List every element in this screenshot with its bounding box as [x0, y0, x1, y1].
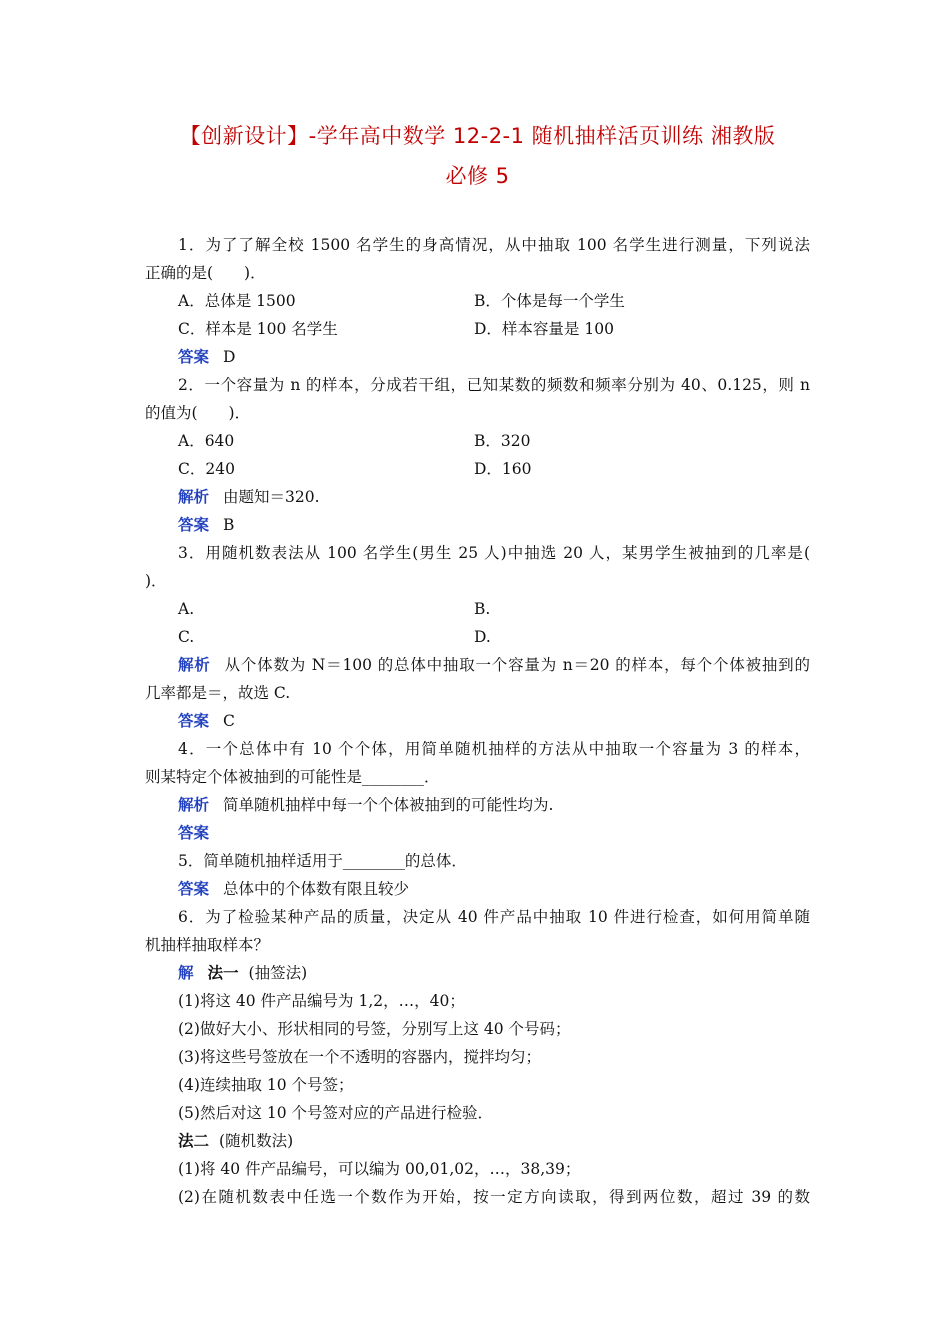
- method-2-name: (随机数法): [219, 1132, 294, 1150]
- q4-stem: 4．一个总体中有 10 个个体，用简单随机抽样的方法从中抽取一个容量为 3 的样本，: [178, 740, 810, 758]
- solution-label: 解析: [178, 796, 210, 814]
- q2-answer: [178, 515, 234, 535]
- q3-option-c: C.: [178, 628, 195, 646]
- q5-answer-value: 总体中的个体数有限且较少: [223, 880, 410, 898]
- q3-option-d: D.: [474, 628, 491, 646]
- q6-method-1-step-3: (3)将这些号签放在一个不透明的容器内，搅拌均匀；: [178, 1048, 541, 1066]
- q1-stem: 1．为了了解全校 1500 名学生的身高情况，从中抽取 100 名学生进行测量，下列说法: [178, 236, 810, 254]
- q4-answer: [178, 823, 223, 843]
- q6-stem-cont: 机抽样抽取样本？: [145, 936, 270, 954]
- q3-stem: 3．用随机数表法从 100 名学生(男生 25 人)中抽选 20 人，某男学生被抽到的几率是(: [178, 544, 810, 562]
- q4-stem-cont: 则某特定个体被抽到的可能性是________．: [145, 768, 440, 786]
- q6-method-1-step-1: (1)将这 40 件产品编号为 1,2，…，40；: [178, 992, 465, 1010]
- q2-solution: [178, 487, 320, 507]
- q1-answer-value: D: [223, 348, 236, 366]
- q6-method-2-heading: [178, 1131, 293, 1151]
- q3-solution: [178, 655, 810, 675]
- q1-stem-cont: 正确的是( )．: [145, 264, 266, 282]
- q3-option-b: B.: [474, 600, 491, 618]
- q2-solution-text: 由题知＝320.: [223, 488, 320, 506]
- q3-stem-cont: )．: [145, 572, 167, 590]
- q1-option-b: B．个体是每一个学生: [474, 292, 625, 310]
- q3-solution-text: 从个体数为 N＝100 的总体中抽取一个容量为 n＝20 的样本，每个个体被抽到的: [224, 656, 810, 674]
- solve-label: 解: [178, 964, 194, 982]
- answer-label: 答案: [178, 712, 210, 730]
- q6-method-1-heading: [178, 963, 307, 983]
- q2-stem: 2．一个容量为 n 的样本，分成若干组，已知某数的频数和频率分别为 40、0.125，则 n: [178, 376, 810, 394]
- answer-label: 答案: [178, 824, 210, 842]
- q2-option-c: C．240: [178, 460, 235, 478]
- document-title-line-1: 【创新设计】-学年高中数学 12-2-1 随机抽样活页训练 湘教版: [179, 124, 776, 148]
- method-1-label: 法一: [207, 963, 239, 982]
- answer-label: 答案: [178, 880, 210, 898]
- q1-option-d: D．样本容量是 100: [474, 320, 614, 338]
- document-title-line-2: 必修 5: [445, 164, 510, 188]
- q2-option-a: A．640: [178, 432, 235, 450]
- q3-option-a: A.: [178, 600, 195, 618]
- q4-solution-text: 简单随机抽样中每一个个体被抽到的可能性均为.: [223, 796, 554, 814]
- q4-solution: [178, 795, 553, 815]
- answer-label: 答案: [178, 516, 210, 534]
- method-1-name: (抽签法): [248, 964, 308, 982]
- solution-label: 解析: [178, 656, 211, 674]
- q1-option-a: A．总体是 1500: [178, 292, 296, 310]
- q1-answer: [178, 347, 235, 367]
- q3-solution-cont: 几率都是＝，故选 C.: [145, 684, 291, 702]
- method-2-label: 法二: [178, 1131, 210, 1150]
- q2-option-d: D．160: [474, 460, 532, 478]
- q2-stem-cont: 的值为( )．: [145, 404, 251, 422]
- q6-method-1-step-5: (5)然后对这 10 个号签对应的产品进行检验．: [178, 1104, 494, 1122]
- q6-method-1-step-2: (2)做好大小、形状相同的号签，分别写上这 40 个号码；: [178, 1020, 571, 1038]
- q6-method-1-step-4: (4)连续抽取 10 个号签；: [178, 1076, 354, 1094]
- q3-answer: [178, 711, 235, 731]
- solution-label: 解析: [178, 488, 210, 506]
- q2-option-b: B．320: [474, 432, 531, 450]
- q6-stem: 6．为了检验某种产品的质量，决定从 40 件产品中抽取 10 件进行检查，如何用简单随: [178, 908, 810, 926]
- answer-label: 答案: [178, 348, 210, 366]
- q3-answer-value: C: [223, 712, 235, 730]
- q6-method-2-step-1: (1)将 40 件产品编号，可以编为 00,01,02，…，38,39；: [178, 1160, 581, 1178]
- q5-answer: [178, 879, 409, 899]
- q6-method-2-step-2: (2)在随机数表中任选一个数作为开始，按一定方向读取，得到两位数，超过 39 的数: [178, 1188, 810, 1206]
- q5-stem: 5．简单随机抽样适用于________的总体．: [178, 852, 467, 870]
- q1-option-c: C．样本是 100 名学生: [178, 320, 338, 338]
- q2-answer-value: B: [223, 516, 235, 534]
